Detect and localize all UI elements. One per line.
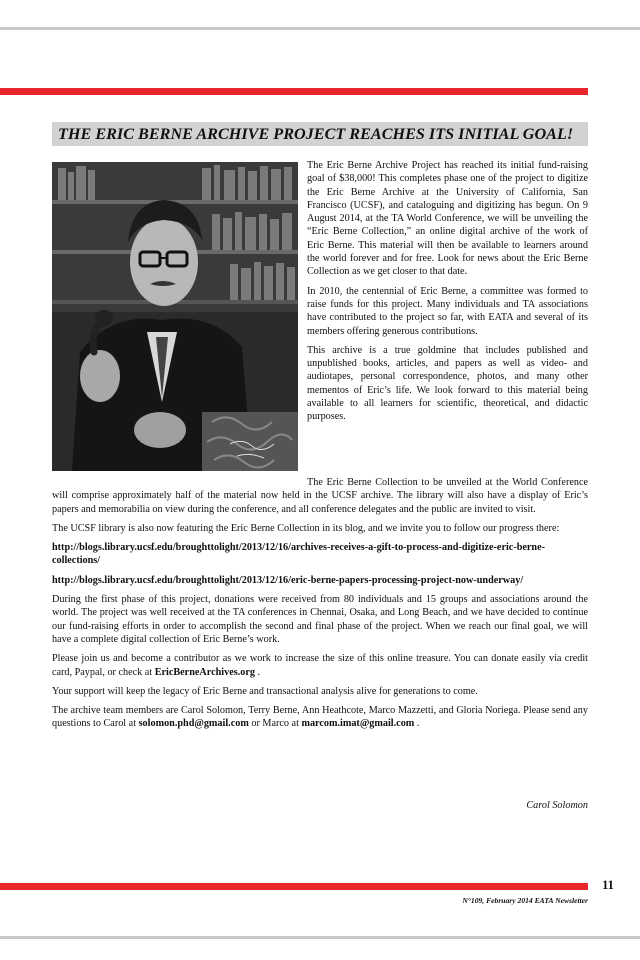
author-signature: Carol Solomon [526,800,588,811]
donate-text: Please join us and become a contributor as we work to increase the size of this online treasure. You can donate easily via credit card, Paypal, or check at [52,653,588,678]
blog-link-processing[interactable]: http://blogs.library.ucsf.edu/broughttolight/2013/12/16/eric-berne-papers-processing-project-now-underway/ [52,574,524,586]
page-number: 11 [602,878,614,892]
paragraph-legacy: Your support will keep the legacy of Eric Berne and transactional analysis alive for generations to come. [52,685,478,697]
top-red-rule [0,88,588,95]
paragraph-world-conference: The Eric Berne Collection to be unveiled at the World Conference will comprise approximately half of the material now held in the UCSF archive. The library will also have a display of Eric’s papers and memorabilia on view during the conference, and all conference delegates and the public are invited to visit. [52,477,588,515]
blog-link-gift[interactable]: http://blogs.library.ucsf.edu/broughttolight/2013/12/16/archives-receives-a-gift-to-process-and-digitize-eric-berne-collections/ [52,542,545,567]
bottom-red-rule [0,883,588,890]
eric-berne-photo [52,162,298,471]
paragraph-donate [52,652,588,679]
email-marco-link[interactable]: marcom.imat@gmail.com [301,718,415,730]
full-width-text [52,476,588,737]
right-column-text [307,159,588,430]
paragraph-goldmine: This archive is a true goldmine that includes published and unpublished books, articles, and papers as well as video- and audiotapes, personal correspondence, photos, and many other mementos of Eric’s life. We look forward to this material being available to all learners for scientific, theoretical, and didactic purposes. [307,344,588,423]
or-marco-text: or Marco at [251,718,299,730]
email-carol-link[interactable]: solomon.phd@gmail.com [138,718,249,730]
paragraph-centennial: In 2010, the centennial of Eric Berne, a committee was formed to raise funds for this project. Many individuals and TA associations have contributed to the project so far, with EATA and several of its members offering generous contributions. [307,285,588,337]
paragraph-blog: The UCSF library is also now featuring the Eric Berne Collection in its blog, and we invite you to follow our progress there: [52,522,560,534]
top-gray-rule [0,27,640,30]
issue-footer: N°109, February 2014 EATA Newsletter [462,896,588,905]
donate-site-link[interactable]: EricBerneArchives.org [154,666,255,678]
paragraph-funding-goal: The Eric Berne Archive Project has reached its initial fund-raising goal of $38,000! This completes phase one of the project to digitize the Eric Berne Archive at the University of California, San Francisco (UCSF), and cataloguing and digitizing has begun. On 9 August 2014, at the TA World Conference, we will be unveiling the “Eric Berne Collection,” an online digital archive of the work of Eric Berne. This material will then be available to learners around the world forever and for free. Look for news about the Eric Berne Collection as we get closer to that date. [307,160,588,278]
donate-end: . [257,666,261,678]
paragraph-team [52,704,588,731]
team-end: . [416,718,420,730]
bottom-gray-rule [0,936,640,939]
article-headline: THE ERIC BERNE ARCHIVE PROJECT REACHES ITS INITIAL GOAL! [58,125,574,143]
team-text: The archive team members are Carol Solomon, Terry Berne, Ann Heathcote, Marco Mazzetti, and Gloria Noriega. Please send any questions to Carol at [52,705,588,730]
paragraph-first-phase: During the first phase of this project, donations were received from 80 individuals and 15 groups and associations around the world. The project was well received at the TA conferences in Chennai, Osaka, and Long Beach, and we have decided to continue our fund-raising efforts in order to accomplish the second and final phase of the project. When we reach our final goal, we will have a complete digital collection of Eric Berne’s work. [52,594,588,645]
